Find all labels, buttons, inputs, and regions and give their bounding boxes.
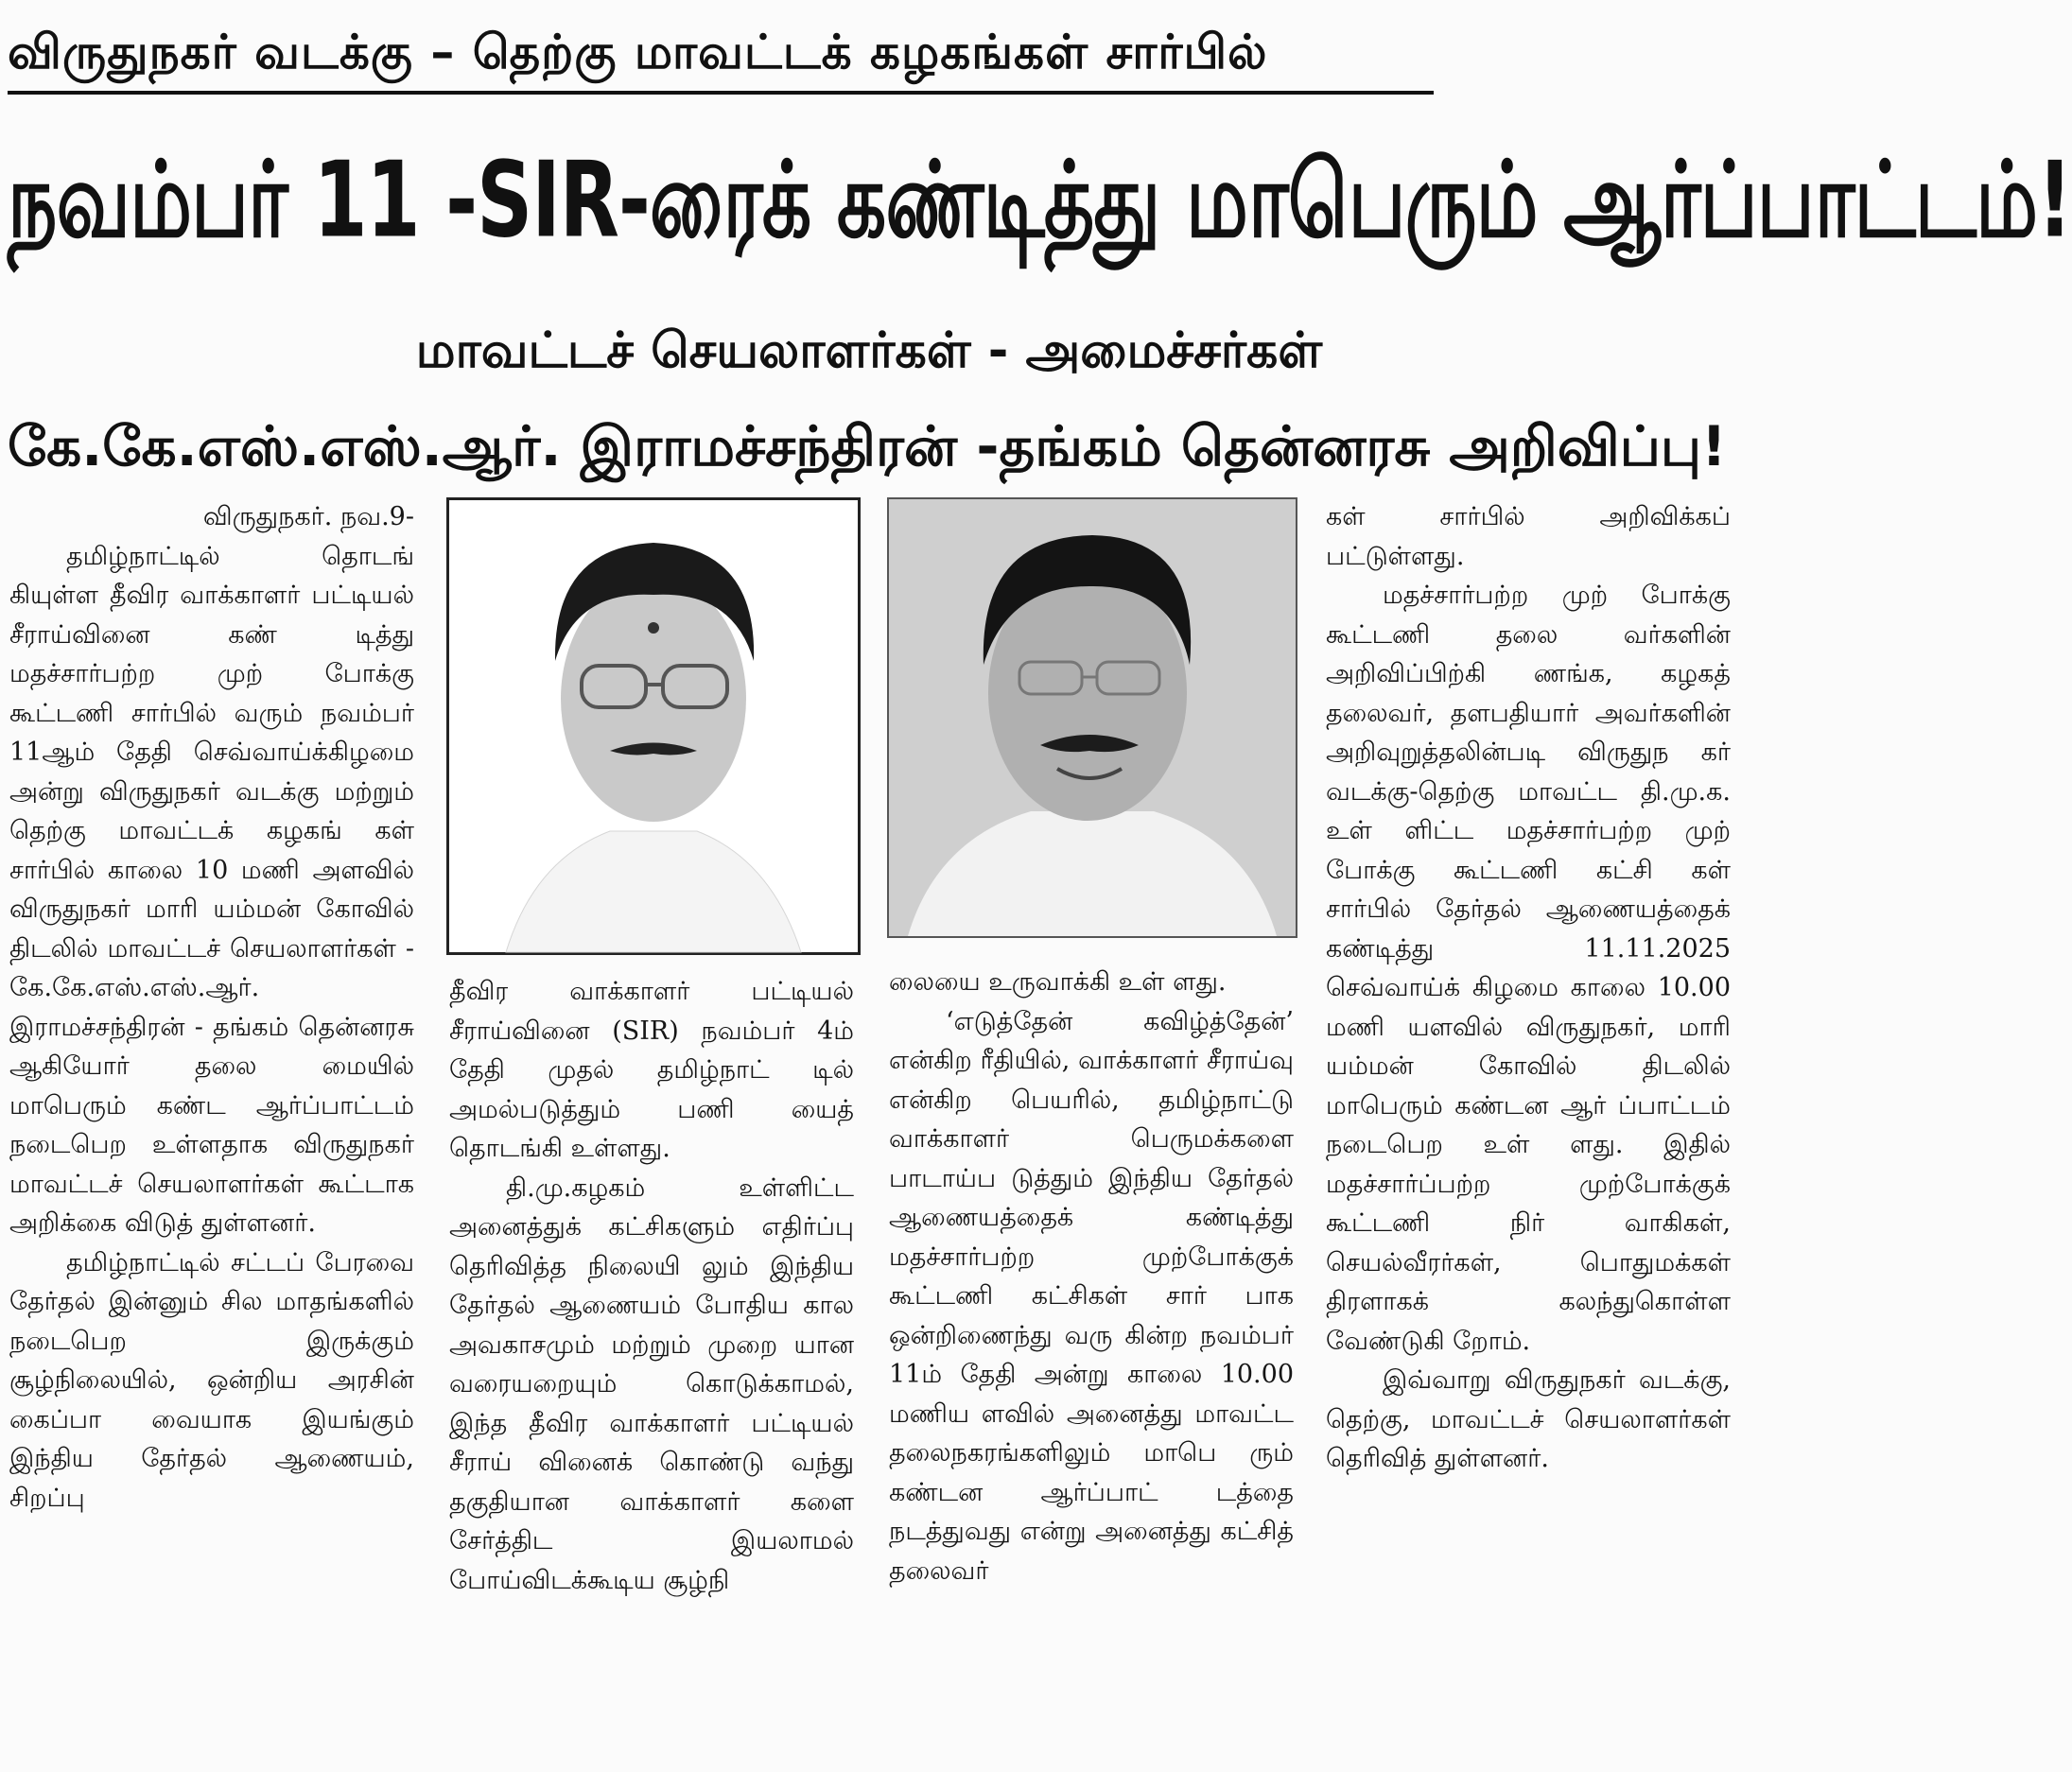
subheading-announcement: கே.கே.எஸ்.எஸ்.ஆர். இராமச்சந்திரன் -தங்கம் தென்னரசு அறிவிப்பு! bbox=[8, 414, 1727, 478]
subheading-secretaries: மாவட்டச் செயலாளர்கள் - அமைச்சர்கள் bbox=[415, 322, 1323, 379]
portrait-photo-right bbox=[887, 497, 1297, 938]
paragraph: லையை உருவாக்கி உள் ளது. bbox=[889, 967, 1227, 997]
paragraph: தீவிர வாக்காளர் பட்டியல் சீராய்வினை (SIR) நவம்பர் 4ம் தேதி முதல் தமிழ்நாட் டில் அமல்படுத்தும் பணி யைத் தொடங்கி உள்ளது. bbox=[449, 977, 854, 1163]
paragraph: தி.மு.கழகம் உள்ளிட்ட அனைத்துக் கட்சிகளும் எதிர்ப்பு தெரிவித்த நிலையி லும் இந்திய தேர்தல் ஆணையம் போதிய கால அவகாசமும் மற்றும் முறை யான வரையறையும் கொடுக்காமல், இந்த தீவிர வாக்காளர் பட்டியல் சீராய் வினைக் கொண்டு வந்து தகுதியான வாக்காளர் களை சேர்த்திட இயலாமல் போய்விடக்கூடிய சூழ்நி bbox=[449, 1173, 854, 1595]
paragraph: தமிழ்நாட்டில் தொடங் கியுள்ள தீவிர வாக்காளர் பட்டியல் சீராய்வினை கண் டித்து மதச்சார்பற்ற முற் போக்கு கூட்டணி சார்பில் வரும் நவம்பர் 11ஆம் தேதி செவ்வாய்க்கிழமை அன்று விருதுநகர் வடக்கு மற்றும் தெற்கு மாவட்டக் கழகங் கள் சார்பில் காலை 10 மணி அளவில் விருதுநகர் மாரி யம்மன் கோவில் திடலில் மாவட்டச் செயலாளர்கள் - கே.கே.எஸ்.எஸ்.ஆர். இராமச்சந்திரன் - தங்கம் தென்னரசு ஆகியோர் தலை மையில் மாபெரும் கண்ட ஆர்ப்பாட்டம் நடைபெற உள்ளதாக விருதுநகர் மாவட்டச் செயலாளர்கள் கூட்டாக அறிக்கை விடுத் துள்ளனர். bbox=[9, 541, 414, 1238]
portrait-left-image bbox=[449, 500, 858, 952]
main-headline: நவம்பர் 11 -SIR-ரைக் கண்டித்து மாபெரும் ஆர்ப்பாட்டம்! bbox=[8, 140, 2072, 262]
paragraph: மதச்சார்பற்ற முற் போக்கு கூட்டணி தலை வர்களின் அறிவிப்பிற்கி ணங்க, கழகத் தலைவர், தளபதியார் அவர்களின் அறிவுறுத்தலின்படி விருதுந கர் வடக்கு-தெற்கு மாவட்ட தி.மு.க. உள் ளிட்ட மதச்சார்பற்ற முற் போக்கு கூட்டணி கட்சி கள் சார்பில் தேர்தல் ஆணையத்தைக் கண்டித்து 11.11.2025 செவ்வாய்க் கிழமை காலை 10.00 மணி யளவில் விருதுநகர், மாரி யம்மன் கோவில் திடலில் மாபெரும் கண்டன ஆர் ப்பாட்டம் நடைபெற உள் ளது. இதில் மதச்சார்ப்பற்ற முற்போக்குக் கூட்டணி நிர் வாகிகள், செயல்வீரர்கள், பொதுமக்கள் திரளாகக் கலந்துகொள்ள வேண்டுகி றோம். bbox=[1326, 581, 1731, 1356]
kicker-heading: விருதுநகர் வடக்கு – தெற்கு மாவட்டக் கழகங்கள் சார்பில் bbox=[8, 13, 1434, 95]
portrait-photo-left bbox=[446, 497, 861, 955]
article-column-1 bbox=[9, 497, 414, 1518]
article-column-4 bbox=[1326, 497, 1731, 1479]
paragraph: கள் சார்பில் அறிவிக்கப் பட்டுள்ளது. bbox=[1326, 502, 1731, 571]
paragraph: ‘எடுத்தேன் கவிழ்த்தேன்’ என்கிற ரீதியில், வாக்காளர் சீராய்வு என்கிற பெயரில், தமிழ்நாட்டு வாக்காளர் பெருமக்களை பாடாய்ப டுத்தும் இந்திய தேர்தல் ஆணையத்தைக் கண்டித்து மதச்சார்பற்ற முற்போக்குக் கூட்டணி கட்சிகள் சார் பாக ஒன்றிணைந்து வரு கின்ற நவம்பர் 11ம் தேதி அன்று காலை 10.00 மணிய ளவில் அனைத்து மாவட்ட தலைநகரங்களிலும் மாபெ ரும் கண்டன ஆர்ப்பாட் டத்தை நடத்துவது என்று அனைத்து கட்சித் தலைவர் bbox=[889, 1006, 1294, 1586]
portrait-right-image bbox=[889, 499, 1296, 936]
article-column-3 bbox=[889, 963, 1294, 1590]
paragraph: தமிழ்நாட்டில் சட்டப் பேரவை தேர்தல் இன்னும் சில மாதங்களில் நடைபெற இருக்கும் சூழ்நிலையில், ஒன்றிய அரசின் கைப்பா வையாக இயங்கும் இந்திய தேர்தல் ஆணையம், சிறப்பு bbox=[9, 1247, 414, 1513]
dateline: விருதுநகர். நவ.9- bbox=[202, 502, 414, 531]
article-column-2 bbox=[449, 972, 854, 1600]
paragraph: இவ்வாறு விருதுநகர் வடக்கு, தெற்கு, மாவட்டச் செயலாளர்கள் தெரிவித் துள்ளனர். bbox=[1326, 1365, 1731, 1473]
